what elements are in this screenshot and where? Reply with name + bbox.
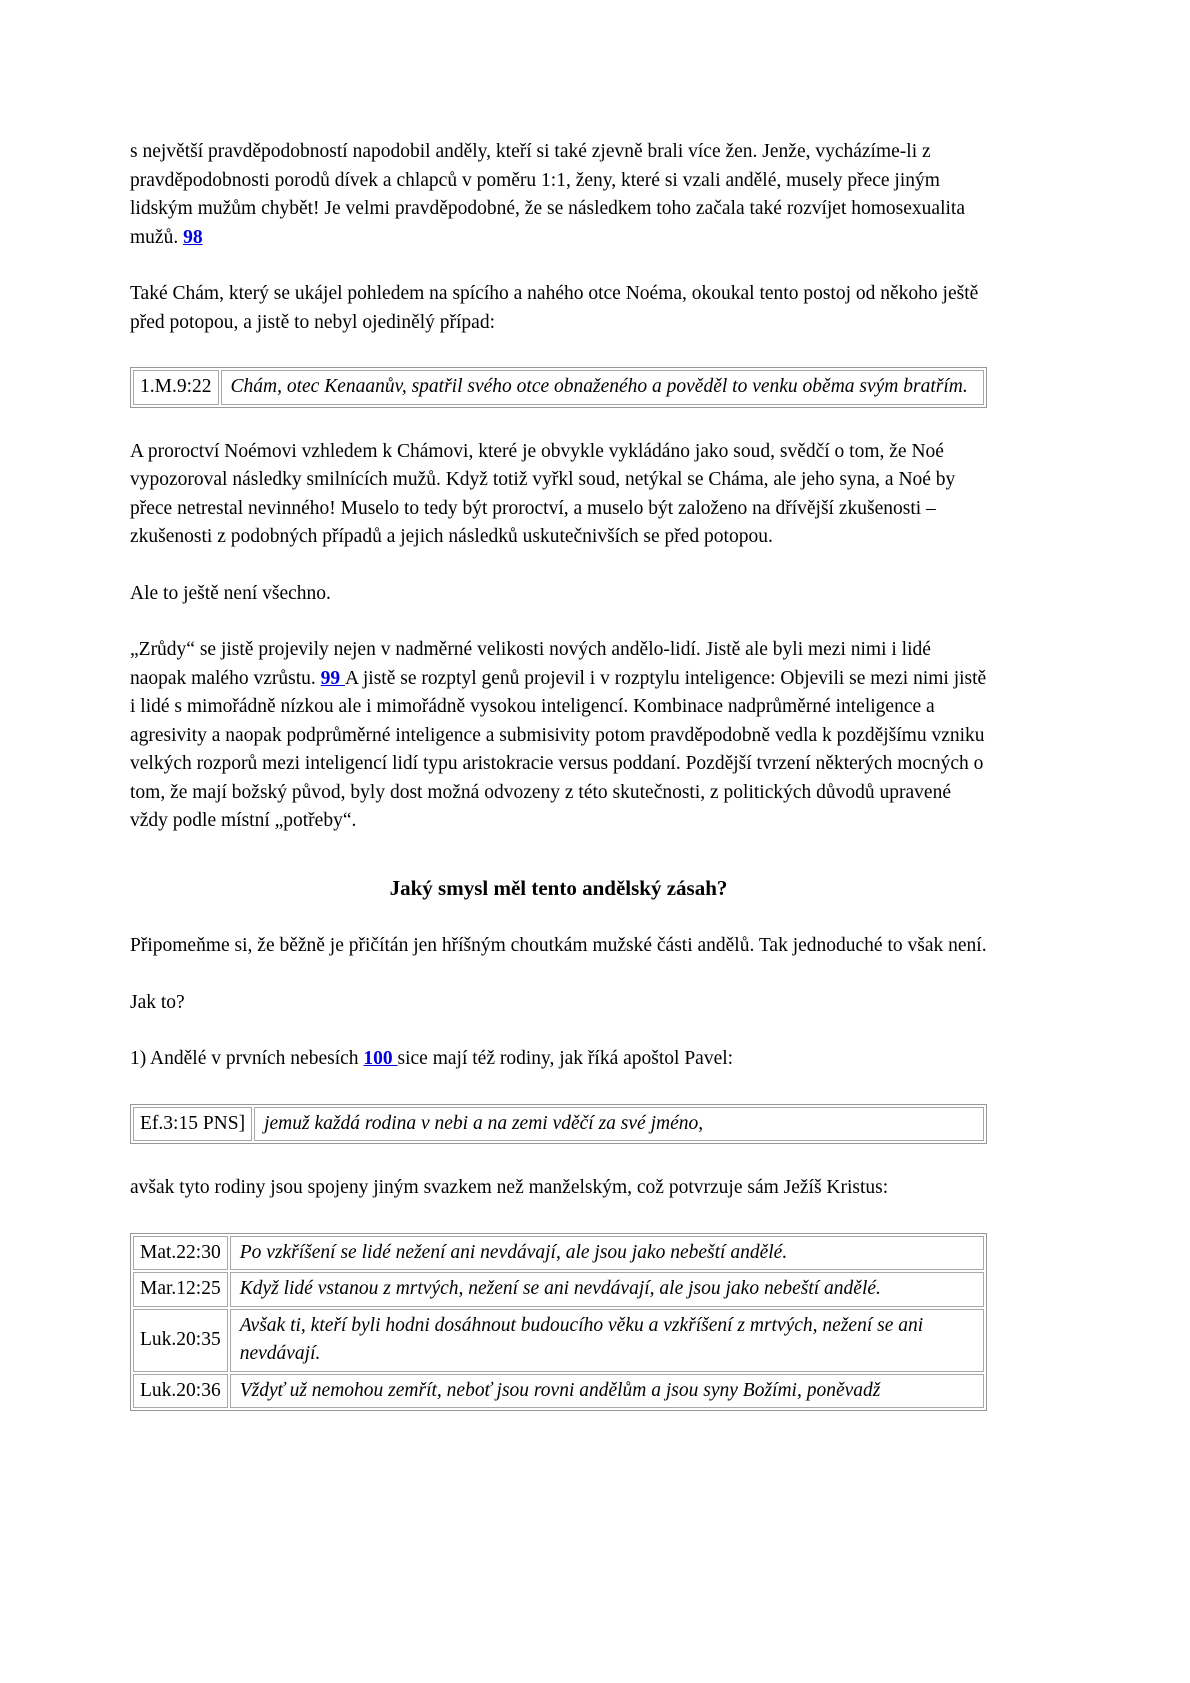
paragraph-howso: Jak to? <box>130 991 185 1013</box>
verse-ref: Luk.20:36 <box>133 1374 228 1409</box>
section-heading: Jaký smysl měl tento andělský zásah? <box>389 875 728 900</box>
table-row <box>133 1309 984 1372</box>
paragraph-monsters <box>130 636 987 836</box>
verse-quote: jemuž každá rodina v nebi a na zemi vděčí za své jméno, <box>254 1107 984 1142</box>
scripture-table-genesis <box>130 367 987 408</box>
scripture-table-gospels <box>130 1233 987 1412</box>
paragraph-families: avšak tyto rodiny jsou spojeny jiným svazkem než manželským, což potvrzuje sám Ježíš Kristus: <box>130 1177 889 1198</box>
scripture-table-ephesians <box>130 1104 987 1145</box>
table-row <box>133 1236 984 1271</box>
paragraph-angels-text-after: sice mají též rodiny, jak říká apoštol Pavel: <box>397 1048 734 1069</box>
verse-quote: Po vzkříšení se lidé nežení ani nevdávají, ale jsou jako nebeští andělé. <box>230 1236 984 1271</box>
footnote-link-98[interactable]: 98 <box>183 226 203 248</box>
table-row <box>133 1374 984 1409</box>
paragraph-monsters-text-before: „Zrůdy“ se jistě projevily nejen v nadměrné velikosti nových andělo-lidí. Jistě ale byli mezi nimi i lidé naopak malého vzrůstu. <box>130 639 931 689</box>
paragraph-prophecy: A proroctví Noémovi vzhledem k Chámovi, které je obvykle vykládáno jako soud, svědčí o tom, že Noé vypozoroval následky smilnících mužů. Když totiž vyřkl soud, netýkal se Cháma, ale jeho syna, a Noé by přece netrestal nevinného! Muselo to tedy být proroctví, a muselo být založeno na dřívější zkušenosti – zkušenosti z podobných případů a jejich následků uskutečnivších se před potopou. <box>130 440 956 547</box>
paragraph-remind: Připomeňme si, že běžně je přičítán jen hříšným choutkám mužské části andělů. Tak jednoduché to však není. <box>130 935 987 956</box>
verse-ref: Ef.3:15 PNS] <box>133 1107 252 1142</box>
paragraph-angels-text-before: 1) Andělé v prvních nebesích <box>130 1048 364 1069</box>
footnote-link-99[interactable]: 99 <box>320 667 345 689</box>
verse-ref: Mat.22:30 <box>133 1236 228 1271</box>
verse-ref: Mar.12:25 <box>133 1272 228 1307</box>
verse-quote: Avšak ti, kteří byli hodni dosáhnout budoucího věku a vzkříšení z mrtvých, nežení se ani nevdávají. <box>230 1309 984 1372</box>
table-row <box>133 1272 984 1307</box>
verse-quote: Když lidé vstanou z mrtvých, nežení se ani nevdávají, ale jsou jako nebeští andělé. <box>230 1272 984 1307</box>
table-row <box>133 1107 984 1142</box>
paragraph-cham: Také Chám, který se ukájel pohledem na spícího a nahého otce Noéma, okoukal tento postoj od někoho ještě před potopou, a jistě to nebyl ojedinělý případ: <box>130 283 979 333</box>
paragraph-monsters-text-after: A jistě se rozptyl genů projevil i v rozptylu inteligence: Objevili se mezi nimi jistě i lidé s mimořádně nízkou ale i mimořádně vysokou inteligencí. Kombinace nadprůměrné inteligence a agresivity a naopak podprůměrné inteligence a submisivity potom pravděpodobně vedla k pozdějšímu vzniku velkých rozporů mezi inteligencí lidí typu aristokracie versus poddaní. Pozdější tvrzení některých mocných o tom, že mají božský původ, byly dost možná odvozeny z této skutečnosti, z politických důvodů upravené vždy podle místní „potřeby“. <box>130 667 987 831</box>
verse-ref: Luk.20:35 <box>133 1309 228 1372</box>
paragraph-angels <box>130 1045 987 1074</box>
table-row <box>133 370 984 405</box>
footnote-link-100[interactable]: 100 <box>363 1048 398 1069</box>
paragraph-intro-text: s největší pravděpodobností napodobil anděly, kteří si také zjevně brali více žen. Jenže, vycházíme-li z pravděpodobnosti porodů dívek a chlapců v poměru 1:1, ženy, které si vzali andělé, musely přece jiným lidským mužům chybět! Je velmi pravděpodobné, že se následkem toho začala také rozvíjet homosexualita mužů. <box>130 141 965 248</box>
paragraph-more: Ale to ještě není všechno. <box>130 582 331 604</box>
verse-quote: Vždyť už nemohou zemřít, neboť jsou rovni andělům a jsou syny Božími, poněvadž <box>230 1374 984 1409</box>
paragraph-intro <box>130 138 987 252</box>
verse-ref: 1.M.9:22 <box>133 370 219 405</box>
verse-quote: Chám, otec Kenaanův, spatřil svého otce obnaženého a pověděl to venku oběma svým bratřím. <box>221 370 984 405</box>
